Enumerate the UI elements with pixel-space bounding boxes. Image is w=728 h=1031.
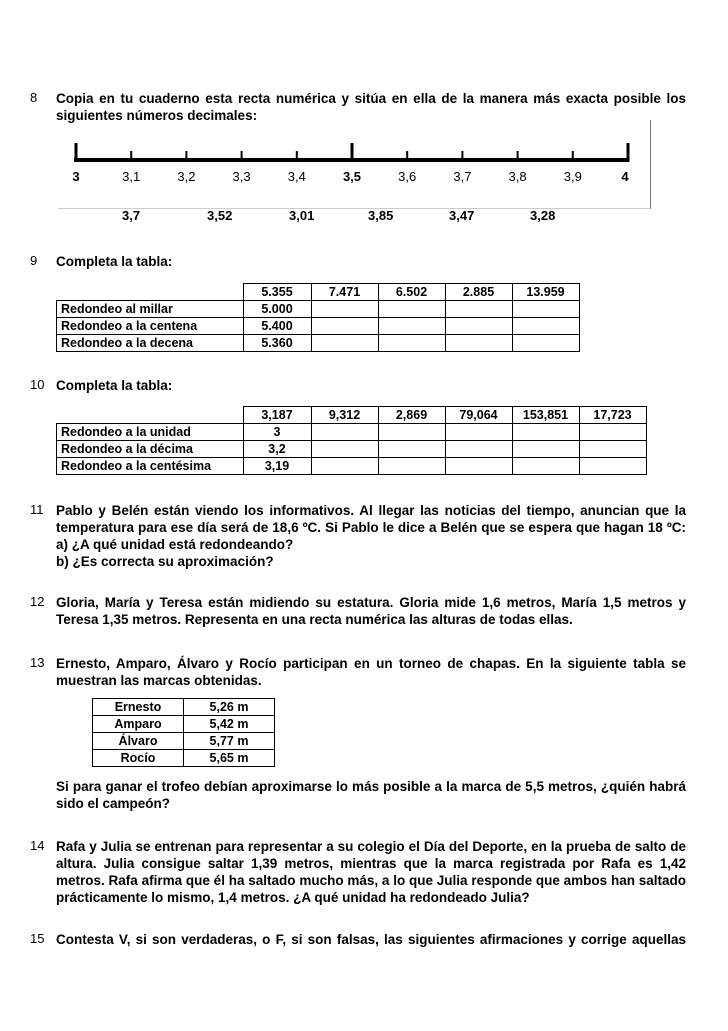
- table-cell: 3,19: [243, 458, 311, 475]
- participant-mark: 5,42 m: [184, 716, 275, 733]
- decimal-number: 3,85: [368, 208, 394, 223]
- empty-cell[interactable]: [445, 424, 512, 441]
- empty-cell[interactable]: [311, 458, 378, 475]
- table-header: 2.885: [445, 284, 512, 301]
- exercise-number: 15: [30, 931, 45, 946]
- empty-cell[interactable]: [445, 335, 512, 352]
- table-row: [93, 699, 275, 716]
- number-line: [0, 0, 728, 240]
- table-cell: 5.360: [243, 335, 311, 352]
- empty-cell[interactable]: [445, 441, 512, 458]
- empty-cell[interactable]: [378, 301, 445, 318]
- row-label: Redondeo a la unidad: [57, 424, 244, 441]
- text-line: Pablo y Belén están viendo los informativos. Al llegar las noticias del tiempo, anuncian que la: [56, 503, 686, 518]
- tick-label: 3,1: [122, 169, 141, 184]
- text-line: sido el campeón?: [56, 796, 171, 811]
- decimal-number: 3,47: [449, 208, 475, 223]
- text-line: Ernesto, Amparo, Álvaro y Rocío participan en un torneo de chapas. En la siguiente tabla se: [56, 656, 686, 671]
- participant-name: Rocío: [93, 750, 184, 767]
- participant-name: Amparo: [93, 716, 184, 733]
- text-line: Si para ganar el trofeo debían aproximarse lo más posible a la marca de 5,5 metros, ¿quién habrá: [56, 779, 686, 794]
- table-header: 79,064: [445, 407, 512, 424]
- exercise-text: [56, 655, 686, 689]
- table-header: 5.355: [243, 284, 311, 301]
- text-line: a) ¿A qué unidad está redondeando?: [56, 537, 294, 552]
- exercise-number: 8: [30, 90, 38, 105]
- decimal-number: 3,7: [122, 208, 141, 223]
- text-line: Teresa 1,35 metros. Representa en una recta numérica las alturas de todas ellas.: [56, 612, 573, 627]
- exercise-question: [56, 778, 686, 812]
- empty-cell[interactable]: [378, 458, 445, 475]
- empty-cell[interactable]: [311, 424, 378, 441]
- table-header: 153,851: [512, 407, 579, 424]
- empty-cell[interactable]: [311, 335, 378, 352]
- text-line: prácticamente lo mismo, 1,4 metros. ¿A qué unidad ha redondeado Julia?: [56, 890, 530, 905]
- text-line: altura. Julia consigue saltar 1,39 metros, mientras que la marca registrada por Rafa es 1,42: [56, 856, 686, 871]
- tick-label: 3: [72, 169, 80, 184]
- text-line: siguientes números decimales:: [56, 108, 258, 123]
- text-line: Rafa y Julia se entrenan para representar a su colegio el Día del Deporte, en la prueba de salto de: [56, 839, 686, 854]
- empty-cell[interactable]: [445, 318, 512, 335]
- tick-label: 3,6: [398, 169, 417, 184]
- decimal-number: 3,28: [530, 208, 556, 223]
- exercise-number: 10: [30, 377, 45, 392]
- table-header: 9,312: [311, 407, 378, 424]
- table-row: [57, 318, 580, 335]
- table-cell: 5.000: [243, 301, 311, 318]
- empty-cell[interactable]: [445, 458, 512, 475]
- table-row: [93, 750, 275, 767]
- empty-cell[interactable]: [311, 301, 378, 318]
- marks-table: [92, 698, 275, 767]
- table-cell: 3,2: [243, 441, 311, 458]
- empty-cell[interactable]: [445, 301, 512, 318]
- empty-cell[interactable]: [378, 424, 445, 441]
- tick-label: 3,4: [287, 169, 306, 184]
- table-row: [57, 301, 580, 318]
- text-line: muestran las marcas obtenidas.: [56, 673, 262, 688]
- rounding-table-decimals: [56, 406, 647, 475]
- table-header: 17,723: [579, 407, 646, 424]
- text-line: temperatura para ese día será de 18,6 ºC. Si Pablo le dice a Belén que se espera que hagan 18 ºC:: [56, 520, 686, 535]
- table-row: [93, 733, 275, 750]
- rounding-table-integers: [56, 283, 580, 352]
- exercise-number: 9: [30, 253, 38, 268]
- text-line: b) ¿Es correcta su aproximación?: [56, 554, 274, 569]
- row-label: Redondeo a la decena: [57, 335, 244, 352]
- table-row: [57, 441, 647, 458]
- empty-cell[interactable]: [378, 441, 445, 458]
- participant-name: Ernesto: [93, 699, 184, 716]
- table-row: [57, 458, 647, 475]
- row-label: Redondeo al millar: [57, 301, 244, 318]
- tick-label: 3,9: [563, 169, 582, 184]
- table-header: 2,869: [378, 407, 445, 424]
- participant-mark: 5,77 m: [184, 733, 275, 750]
- empty-cell[interactable]: [512, 301, 579, 318]
- empty-cell[interactable]: [512, 318, 579, 335]
- table-header: 13.959: [512, 284, 579, 301]
- decimal-number: 3,01: [289, 208, 315, 223]
- tick-label: 3,2: [177, 169, 196, 184]
- empty-cell[interactable]: [579, 441, 646, 458]
- participant-name: Álvaro: [93, 733, 184, 750]
- tick-label: 4: [621, 169, 629, 184]
- table-header: 3,187: [243, 407, 311, 424]
- tick-label: 3,5: [342, 169, 362, 184]
- decimal-number: 3,52: [207, 208, 233, 223]
- empty-cell[interactable]: [579, 424, 646, 441]
- empty-cell[interactable]: [512, 424, 579, 441]
- participant-mark: 5,65 m: [184, 750, 275, 767]
- text-line: metros. Rafa afirma que él ha saltado mucho más, a lo que Julia responde que ambos han saltado: [56, 873, 686, 888]
- empty-cell[interactable]: [512, 458, 579, 475]
- empty-cell[interactable]: [378, 335, 445, 352]
- tick-label: 3,7: [453, 169, 472, 184]
- text-line: Gloria, María y Teresa están midiendo su estatura. Gloria mide 1,6 metros, María 1,5 metros y: [56, 595, 686, 610]
- exercise-number: 11: [30, 502, 44, 517]
- empty-cell[interactable]: [311, 318, 378, 335]
- empty-cell[interactable]: [512, 335, 579, 352]
- tick-label: 3,8: [508, 169, 527, 184]
- text-line: Contesta V, si son verdaderas, o F, si son falsas, las siguientes afirmaciones y corrige aquellas: [56, 932, 686, 947]
- table-row: [93, 716, 275, 733]
- exercise-text: [56, 838, 686, 906]
- exercise-text: [56, 594, 686, 628]
- table-row: [57, 424, 647, 441]
- exercise-text: [56, 931, 686, 948]
- row-label: Redondeo a la décima: [57, 441, 244, 458]
- table-cell: 3: [243, 424, 311, 441]
- tick-label: 3,3: [232, 169, 251, 184]
- empty-cell[interactable]: [311, 441, 378, 458]
- empty-cell[interactable]: [579, 458, 646, 475]
- exercise-number: 12: [30, 594, 45, 609]
- table-row: [57, 335, 580, 352]
- table-header: 6.502: [378, 284, 445, 301]
- exercise-text: [56, 502, 686, 570]
- text-line: Copia en tu cuaderno esta recta numérica y sitúa en ella de la manera más exacta posible los: [56, 91, 686, 106]
- empty-cell[interactable]: [512, 441, 579, 458]
- exercise-number: 14: [30, 838, 45, 853]
- table-cell: 5.400: [243, 318, 311, 335]
- empty-cell[interactable]: [378, 318, 445, 335]
- exercise-number: 13: [30, 655, 45, 670]
- table-header: 7.471: [311, 284, 378, 301]
- row-label: Redondeo a la centésima: [57, 458, 244, 475]
- exercise-title: Completa la tabla:: [56, 254, 173, 269]
- participant-mark: 5,26 m: [184, 699, 275, 716]
- exercise-title: Completa la tabla:: [56, 378, 173, 393]
- row-label: Redondeo a la centena: [57, 318, 244, 335]
